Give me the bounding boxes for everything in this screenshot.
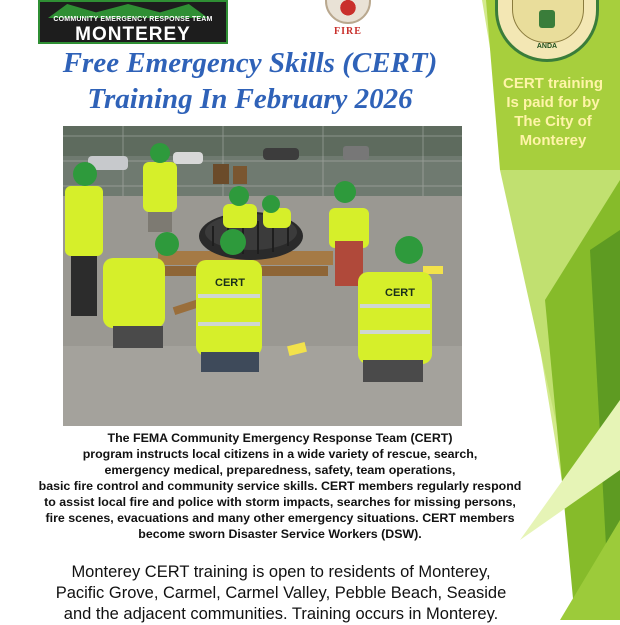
eligibility-line: Pacific Grove, Carmel, Carmel Valley, Pebble Beach, Seaside <box>55 584 507 602</box>
description-line: become sworn Disaster Service Workers (DSW). <box>138 527 422 541</box>
page-title-line-2: Training In February 2026 <box>87 83 413 115</box>
sponsor-note <box>494 74 612 150</box>
sponsor-line-1: CERT training <box>503 75 603 92</box>
vest-text-right: CERT <box>385 287 415 299</box>
description-line: to assist local fire and police with storm impacts, searches for missing persons, <box>44 495 516 509</box>
description-line: basic fire control and community service skills. CERT members regularly respond <box>38 479 522 493</box>
cert-logo-city: MONTEREY <box>75 24 191 45</box>
fire-badge-icon <box>325 0 371 24</box>
eligibility-line: and the adjacent communities. Training occurs in Monterey. <box>63 605 499 623</box>
page-title-line-1: Free Emergency Skills (CERT) <box>62 47 438 79</box>
cert-monterey-logo <box>38 0 228 44</box>
sponsor-line-2: Is paid for by <box>506 94 600 111</box>
description-line: The FEMA Community Emergency Response Team (CERT) <box>107 431 453 445</box>
sponsor-line-4: Monterey <box>519 132 587 149</box>
program-description <box>0 430 560 542</box>
seal-label: ANDA <box>536 43 558 50</box>
eligibility-text <box>0 562 562 625</box>
eligibility-line: Monterey CERT training is open to residents of Monterey, <box>71 563 491 581</box>
description-line: emergency medical, preparedness, safety, team operations, <box>104 463 456 477</box>
fire-department-logo <box>305 0 391 40</box>
description-line: program instructs local citizens in a wide variety of rescue, search, <box>82 447 478 461</box>
fire-logo-label: FIRE <box>334 26 362 37</box>
sponsor-line-3: The City of <box>514 113 592 130</box>
seal-emblem-icon <box>512 0 584 43</box>
vest-text-middle: CERT <box>215 277 245 289</box>
description-line: fire scenes, evacuations and many other emergency situations. CERT members <box>45 511 515 525</box>
training-photo <box>63 126 462 426</box>
cert-logo-subtitle: COMMUNITY EMERGENCY RESPONSE TEAM <box>53 16 213 23</box>
